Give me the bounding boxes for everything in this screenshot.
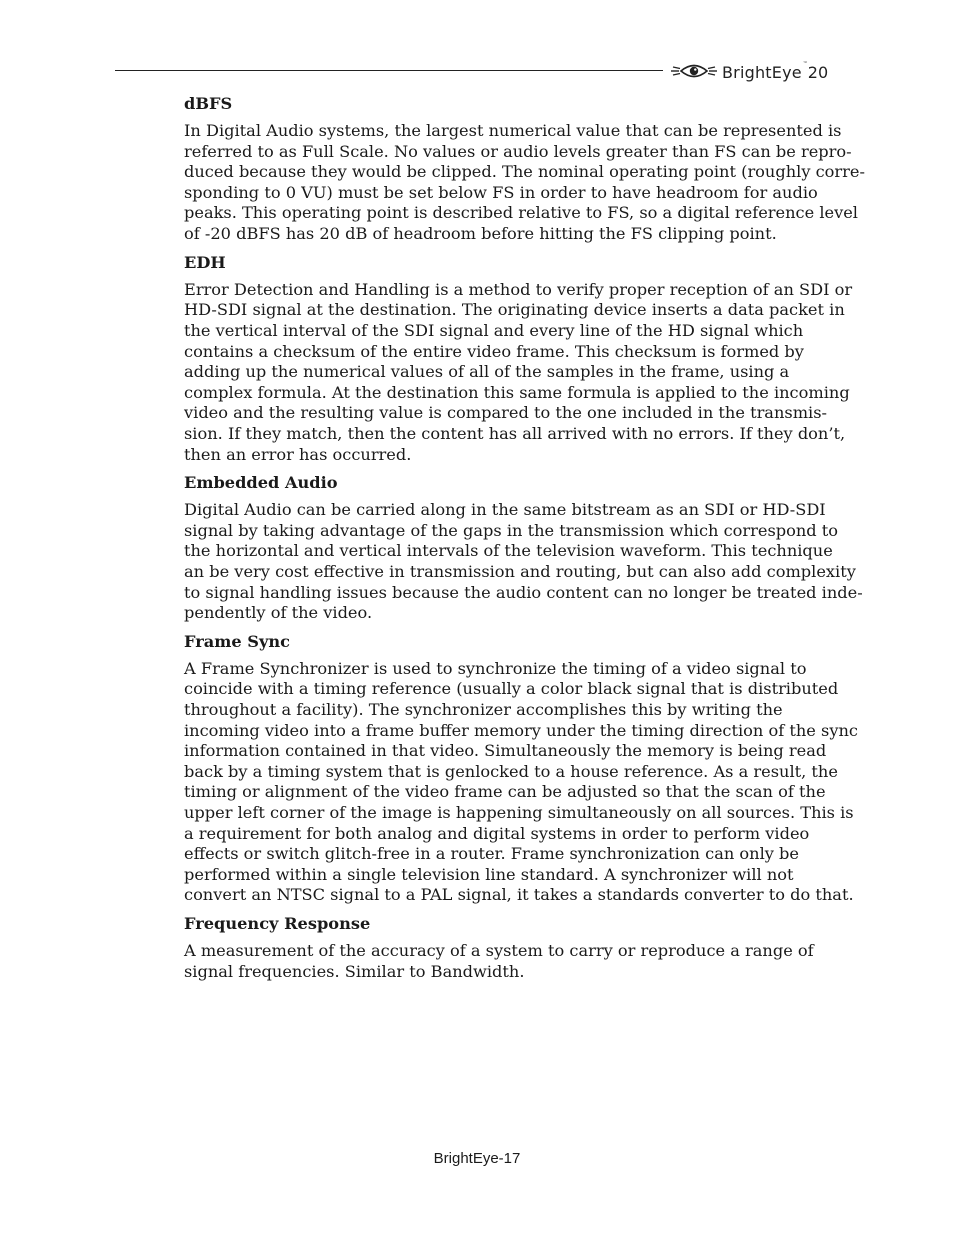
definition-line: HD-SDI signal at the destination. The originating device inserts a data packet in [184, 300, 845, 320]
brand-name: BrightEye [722, 62, 802, 82]
definition-line: the vertical interval of the SDI signal and every line of the HD signal which [184, 320, 804, 340]
definition-line: a requirement for both analog and digital systems in order to perform video [184, 823, 810, 843]
glossary-definition [184, 941, 844, 982]
definition-line: Error Detection and Handling is a method to verify proper reception of an SDI or [184, 279, 853, 299]
definition-line: back by a timing system that is genlocked to a house reference. As a result, the [184, 761, 838, 781]
definition-line: performed within a single television line standard. A synchronizer will not [184, 864, 794, 884]
glossary-term: Frequency Response [184, 913, 371, 933]
header-rule [115, 70, 663, 71]
definition-line: to signal handling issues because the audio content can no longer be treated inde- [184, 582, 863, 602]
definition-line: pendently of the video. [184, 603, 373, 623]
definition-line: peaks. This operating point is described relative to FS, so a digital reference level [184, 203, 858, 223]
definition-line: In Digital Audio systems, the largest numerical value that can be represented is [184, 121, 842, 141]
glossary-term: Frame Sync [184, 631, 291, 651]
glossary-definition [184, 279, 853, 465]
glossary-definition [184, 500, 863, 624]
definition-line: video and the resulting value is compared to the one included in the transmis- [184, 403, 827, 423]
definition-line: an be very cost effective in transmission and routing, but can also add complexity [184, 561, 856, 581]
definition-line: duced because they would be clipped. The nominal operating point (roughly corre- [184, 162, 865, 182]
trademark-mark: ™ [802, 61, 808, 67]
brand-logo [670, 58, 845, 84]
glossary-definition [184, 121, 865, 245]
definition-line: effects or switch glitch-free in a router. Frame synchronization can only be [184, 844, 799, 864]
definition-line: Digital Audio can be carried along in the same bitstream as an SDI or HD-SDI [184, 500, 826, 520]
definition-line: A Frame Synchronizer is used to synchronize the timing of a video signal to [184, 658, 807, 678]
definition-line: information contained in that video. Simultaneously the memory is being read [184, 741, 827, 761]
eye-icon [670, 61, 718, 81]
definition-line: incoming video into a frame buffer memory under the timing direction of the sync [184, 720, 858, 740]
glossary-term: dBFS [184, 94, 233, 113]
page-footer: BrightEye-17 [433, 1150, 521, 1167]
definition-line: sponding to 0 VU) must be set below FS in order to have headroom for audio [184, 182, 818, 202]
glossary-definition [184, 658, 858, 906]
definition-line: contains a checksum of the entire video frame. This checksum is formed by [184, 341, 804, 361]
definition-line: sion. If they match, then the content has all arrived with no errors. If they don’t, [184, 423, 846, 443]
definition-line: then an error has occurred. [184, 444, 412, 464]
definition-line: timing or alignment of the video frame can be adjusted so that the scan of the [184, 782, 826, 802]
definition-line: adding up the numerical values of all of the samples in the frame, using a [184, 362, 790, 382]
definition-line: upper left corner of the image is happening simultaneously on all sources. This is [184, 803, 854, 822]
definition-line: A measurement of the accuracy of a system to carry or reproduce a range of [184, 941, 814, 961]
definition-line: signal frequencies. Similar to Bandwidth. [184, 961, 525, 981]
glossary-term: Embedded Audio [184, 473, 338, 493]
glossary-content [184, 94, 865, 990]
definition-line: the horizontal and vertical intervals of the television waveform. This technique [184, 541, 833, 561]
definition-line: convert an NTSC signal to a PAL signal, it takes a standards converter to do that. [184, 885, 854, 905]
definition-line: signal by taking advantage of the gaps in the transmission which correspond to [184, 520, 839, 540]
definition-line: complex formula. At the destination this same formula is applied to the incoming [184, 382, 850, 402]
definition-line: referred to as Full Scale. No values or audio levels greater than FS can be repro- [184, 141, 852, 161]
definition-line: throughout a facility). The synchronizer accomplishes this by writing the [184, 700, 783, 720]
model-number: 20 [807, 62, 829, 82]
glossary-term: EDH [184, 252, 226, 272]
definition-line: of -20 dBFS has 20 dB of headroom before hitting the FS clipping point. [184, 224, 777, 244]
definition-line: coincide with a timing reference (usually a color black signal that is distributed [184, 679, 839, 699]
